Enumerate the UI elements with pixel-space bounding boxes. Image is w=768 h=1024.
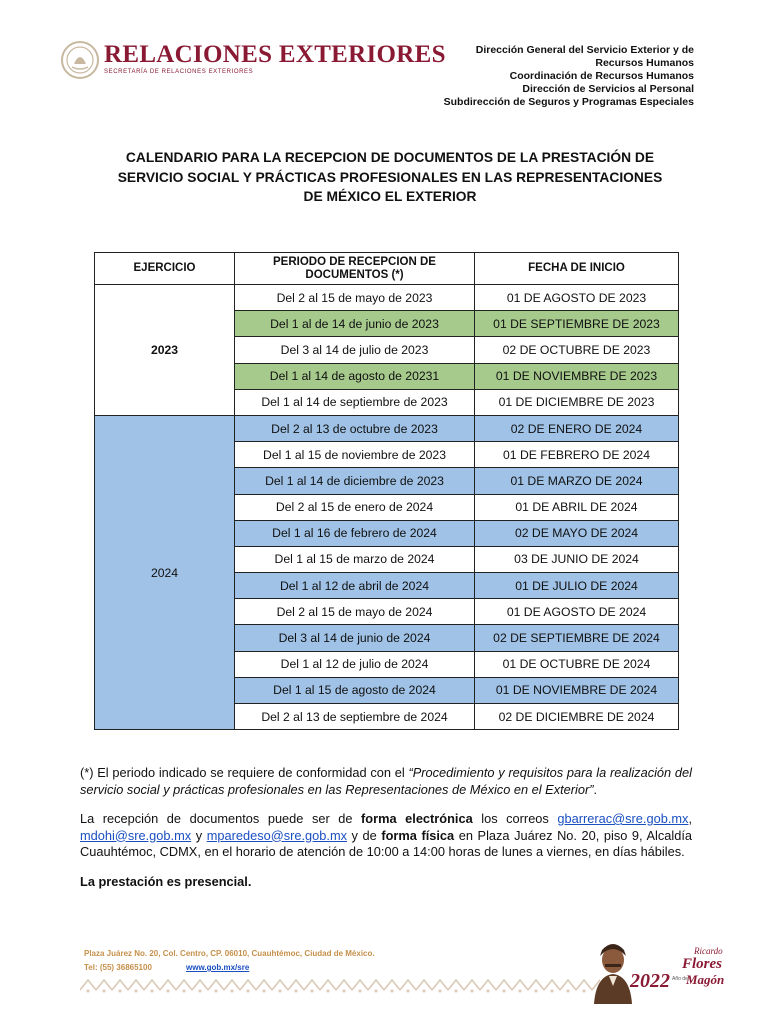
table-row xyxy=(95,415,679,441)
periodo-cell: Del 3 al 14 de junio de 2024 xyxy=(235,625,475,651)
reception-text: y de xyxy=(347,827,382,843)
fecha-cell: 01 DE JULIO DE 2024 xyxy=(475,573,679,599)
fecha-cell: 01 DE AGOSTO DE 2023 xyxy=(475,285,679,311)
periodo-cell: Del 1 al de 14 de junio de 2023 xyxy=(235,311,475,337)
reception-paragraph xyxy=(80,811,692,861)
email-link-mdohi[interactable]: mdohi@sre.gob.mx xyxy=(80,827,192,843)
dept-line: Dirección de Servicios al Personal xyxy=(522,83,694,95)
fecha-cell: 01 DE NOVIEMBRE DE 2023 xyxy=(475,363,679,389)
page-header xyxy=(0,0,768,120)
footer-phone: Tel: (55) 36865100 xyxy=(84,963,152,972)
logo-title: RELACIONES EXTERIORES xyxy=(104,41,446,68)
fecha-cell: 01 DE DICIEMBRE DE 2023 xyxy=(475,389,679,415)
document-title xyxy=(70,148,710,207)
fecha-cell: 02 DE MAYO DE 2024 xyxy=(475,520,679,546)
physical-form-label: forma física xyxy=(381,827,455,843)
footer-website-link[interactable]: www.gob.mx/sre xyxy=(186,963,250,972)
title-line: CALENDARIO PARA LA RECEPCION DE DOCUMENTOS DE LA PRESTACIÓN DE xyxy=(125,150,655,165)
fecha-cell: 02 DE DICIEMBRE DE 2024 xyxy=(475,704,679,730)
periodo-cell: Del 1 al 15 de marzo de 2024 xyxy=(235,546,475,572)
flores-magon-emblem xyxy=(590,940,730,1004)
periodo-cell: Del 3 al 14 de julio de 2023 xyxy=(235,337,475,363)
emblem-name-3: Magón xyxy=(686,972,725,987)
dept-line: Subdirección de Seguros y Programas Especiales xyxy=(443,96,694,108)
dept-line: Dirección General del Servicio Exterior y de xyxy=(475,44,694,56)
footnote-end: . xyxy=(593,781,598,797)
reception-text: La recepción de documentos puede ser de xyxy=(80,811,362,826)
sre-logo xyxy=(60,40,446,80)
fecha-cell: 01 DE ABRIL DE 2024 xyxy=(475,494,679,520)
periodo-cell: Del 1 al 12 de abril de 2024 xyxy=(235,573,475,599)
fecha-cell: 01 DE MARZO DE 2024 xyxy=(475,468,679,494)
dept-line: Recursos Humanos xyxy=(595,57,694,69)
electronic-form-label: forma electrónica xyxy=(361,811,473,826)
footer-address: Plaza Juárez No. 20, Col. Centro, CP. 06010, Cuauhtémoc, Ciudad de México. xyxy=(84,949,375,958)
notes-section xyxy=(80,765,692,903)
header-fecha: FECHA DE INICIO xyxy=(475,253,679,285)
email-link-mparedeso[interactable]: mparedeso@sre.gob.mx xyxy=(206,827,347,843)
logo-subtitle: SECRETARÍA DE RELACIONES EXTERIORES xyxy=(104,69,254,75)
fecha-cell: 02 DE SEPTIEMBRE DE 2024 xyxy=(475,625,679,651)
periodo-cell: Del 2 al 15 de mayo de 2024 xyxy=(235,599,475,625)
mexico-seal-icon xyxy=(60,40,100,80)
presencial-statement: La prestación es presencial. xyxy=(80,873,252,889)
reception-text: los correos xyxy=(472,811,558,826)
decorative-pattern-icon xyxy=(80,976,600,994)
title-line: SERVICIO SOCIAL Y PRÁCTICAS PROFESIONALES EN LAS REPRESENTACIONES xyxy=(117,169,663,185)
year-cell-2024: 2024 xyxy=(95,415,235,729)
header-periodo: PERIODO DE RECEPCION DE DOCUMENTOS (*) xyxy=(235,253,475,285)
calendar-table xyxy=(94,252,679,730)
emblem-name-2: Flores xyxy=(682,956,723,972)
header-ejercicio: EJERCICIO xyxy=(95,253,235,285)
fecha-cell: 03 DE JUNIO DE 2024 xyxy=(475,546,679,572)
emblem-name-1: Ricardo xyxy=(694,946,723,956)
conjunction-text: y xyxy=(191,827,207,843)
periodo-cell: Del 1 al 15 de agosto de 2024 xyxy=(235,677,475,703)
periodo-cell: Del 2 al 15 de mayo de 2023 xyxy=(235,285,475,311)
fecha-cell: 01 DE AGOSTO DE 2024 xyxy=(475,599,679,625)
periodo-cell: Del 2 al 13 de octubre de 2023 xyxy=(235,415,475,441)
fecha-cell: 02 DE OCTUBRE DE 2023 xyxy=(475,337,679,363)
fecha-cell: 01 DE FEBRERO DE 2024 xyxy=(475,442,679,468)
periodo-cell: Del 2 al 13 de septiembre de 2024 xyxy=(235,704,475,730)
department-block xyxy=(394,44,694,109)
dept-line: Coordinación de Recursos Humanos xyxy=(509,70,694,82)
table-header-row xyxy=(95,253,679,285)
periodo-cell: Del 1 al 14 de agosto de 20231 xyxy=(235,363,475,389)
year-cell-2023: 2023 xyxy=(95,285,235,416)
table-row xyxy=(95,285,679,311)
footnote-paragraph xyxy=(80,765,692,798)
fecha-cell: 01 DE SEPTIEMBRE DE 2023 xyxy=(475,311,679,337)
fecha-cell: 01 DE NOVIEMBRE DE 2024 xyxy=(475,677,679,703)
procedure-title: “Procedimiento y requisitos para la realización del servicio social y prácticas profesionales en las Representaciones de México en el Exterior” xyxy=(80,765,692,797)
periodo-cell: Del 1 al 15 de noviembre de 2023 xyxy=(235,442,475,468)
address-text: en Plaza Juárez No. 20, piso 9, Alcaldía Cuauhtémoc, CDMX, en el horario de atención de 10:00 a 14:00 horas de lunes a viernes, en días hábiles. xyxy=(80,827,692,859)
emblem-sub: Año de xyxy=(672,976,688,982)
separator-text: , xyxy=(688,811,692,826)
periodo-cell: Del 1 al 12 de julio de 2024 xyxy=(235,651,475,677)
periodo-cell: Del 1 al 14 de septiembre de 2023 xyxy=(235,389,475,415)
footnote-text: (*) El periodo indicado se requiere de conformidad con el xyxy=(80,765,409,780)
fecha-cell: 01 DE OCTUBRE DE 2024 xyxy=(475,651,679,677)
periodo-cell: Del 1 al 14 de diciembre de 2023 xyxy=(235,468,475,494)
page-footer xyxy=(0,940,768,1024)
periodo-cell: Del 2 al 15 de enero de 2024 xyxy=(235,494,475,520)
emblem-year: 2022 xyxy=(630,970,670,992)
title-line: DE MÉXICO EL EXTERIOR xyxy=(303,189,477,204)
fecha-cell: 02 DE ENERO DE 2024 xyxy=(475,415,679,441)
email-link-gbarrerac[interactable]: gbarrerac@sre.gob.mx xyxy=(557,811,689,826)
periodo-cell: Del 1 al 16 de febrero de 2024 xyxy=(235,520,475,546)
